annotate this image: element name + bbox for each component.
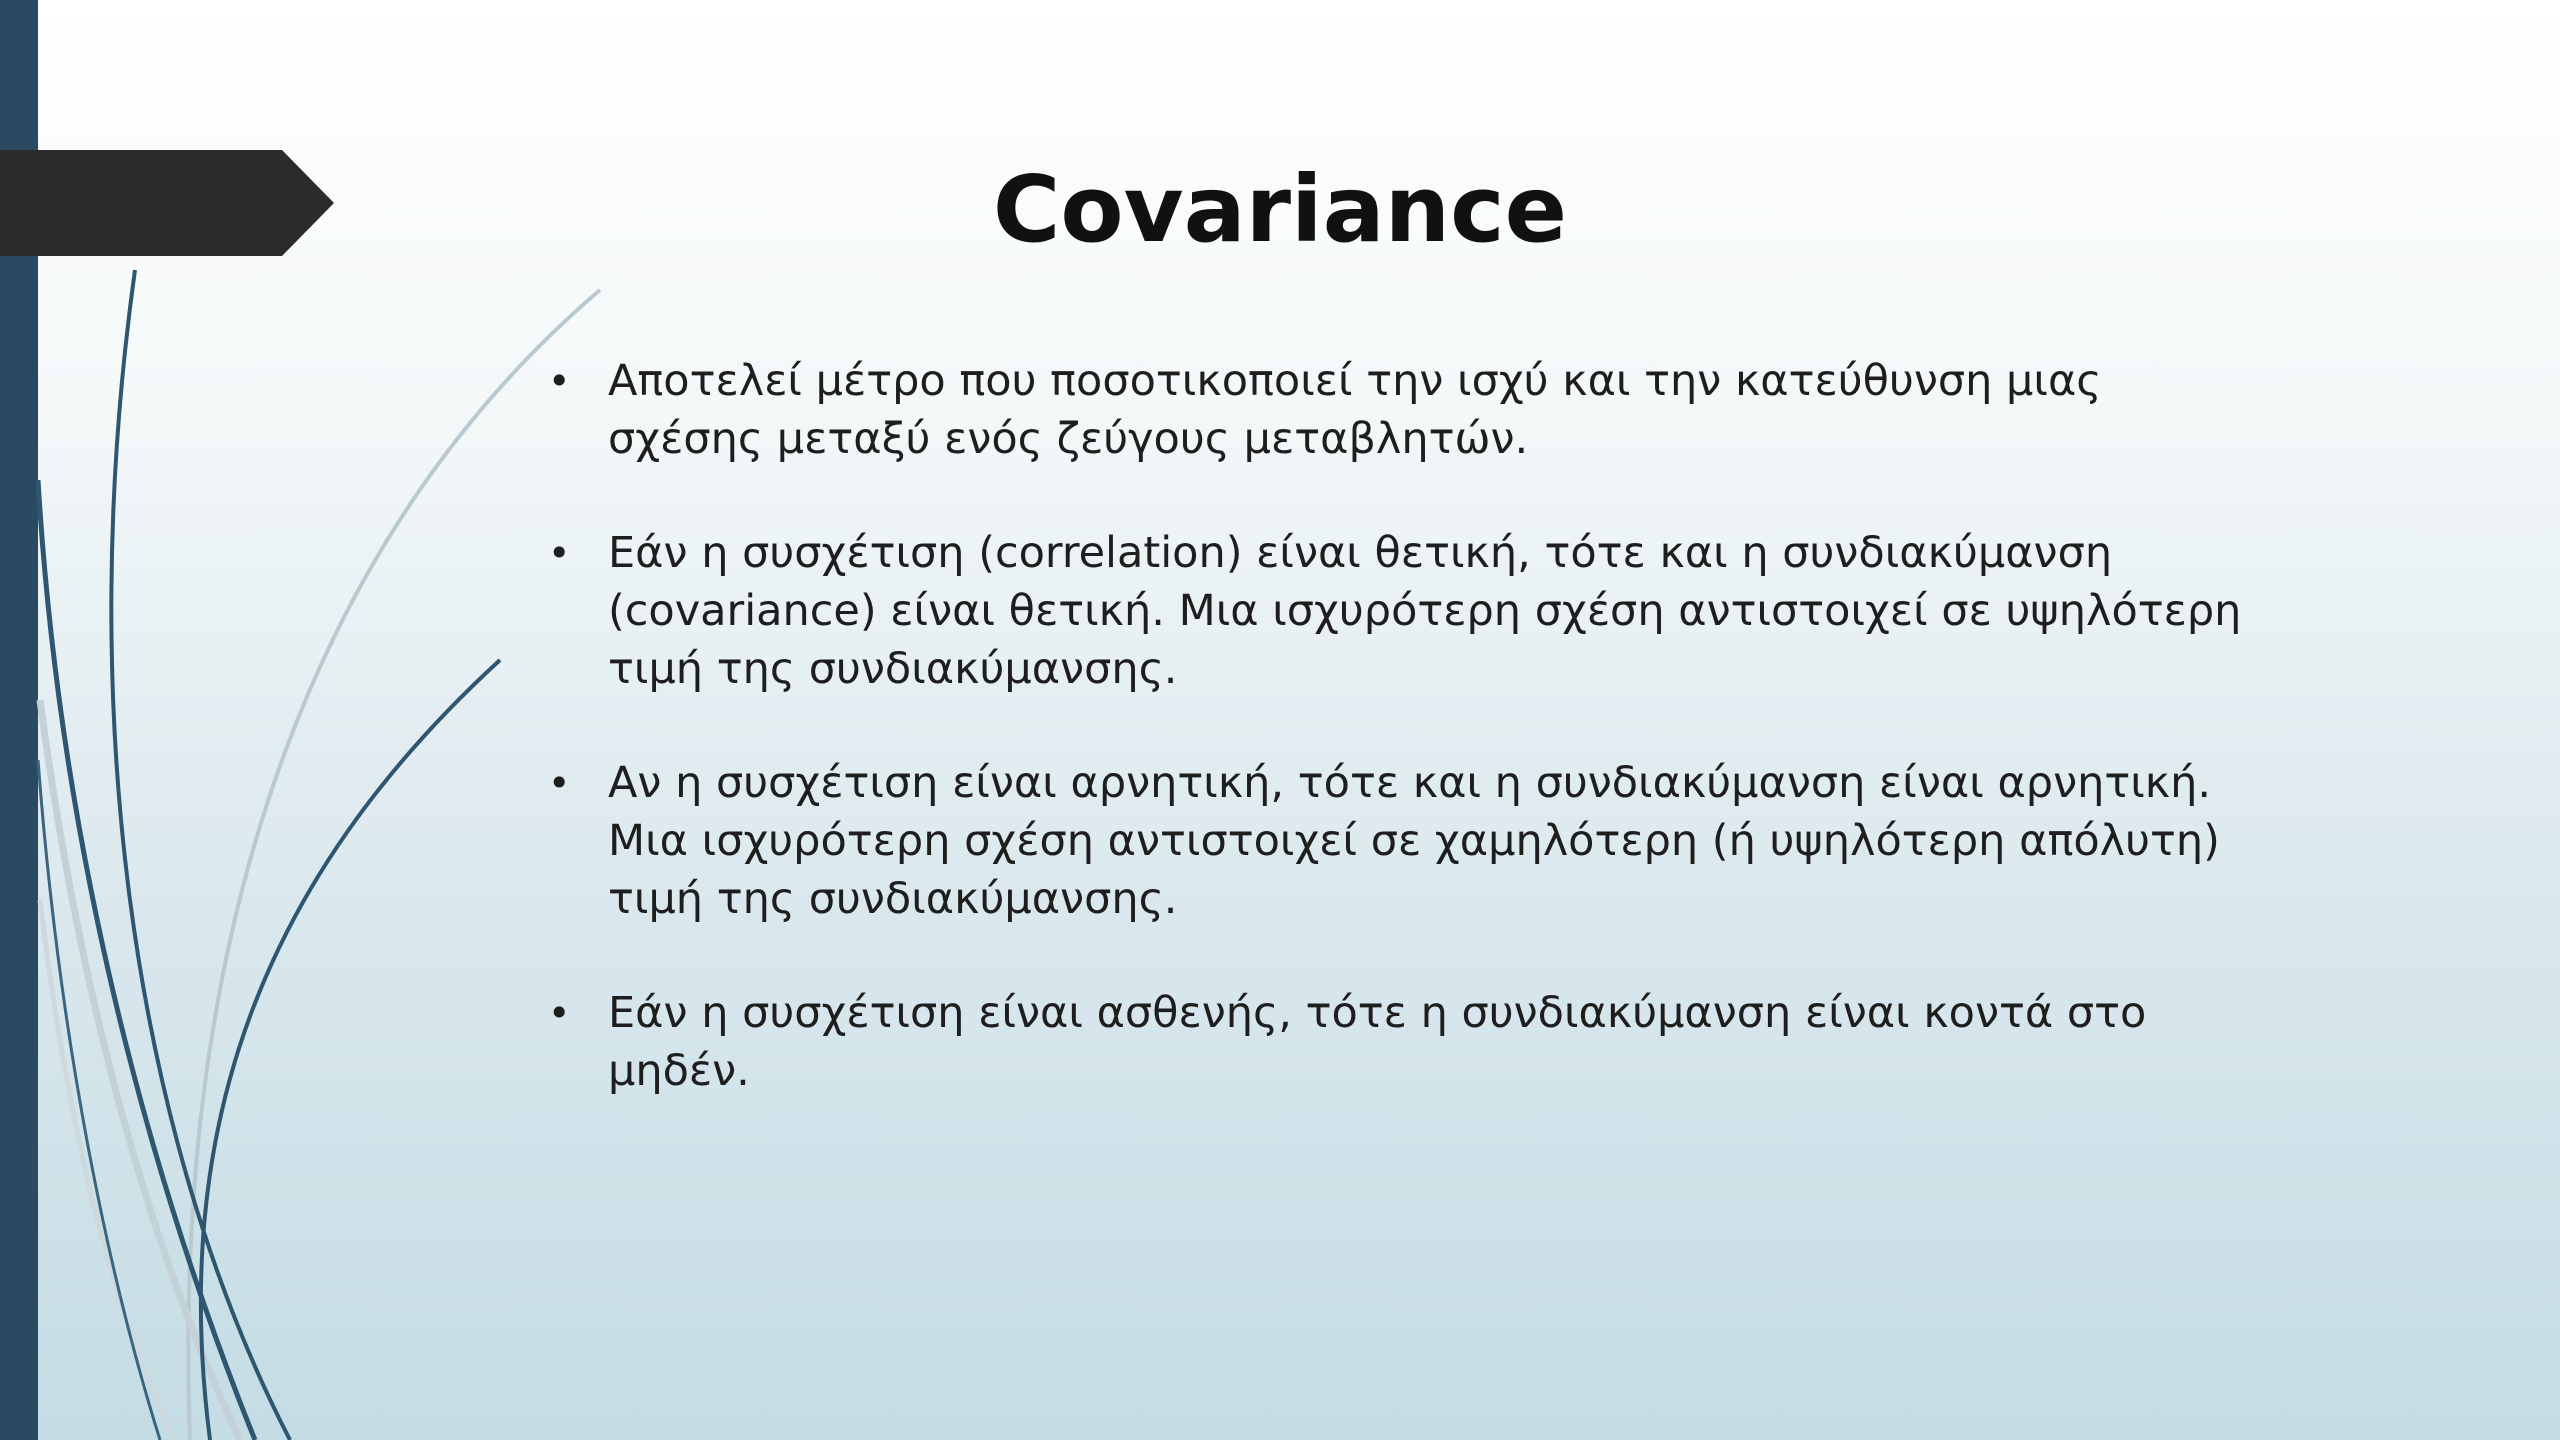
curve-light-1 (188, 290, 600, 1440)
curve-dark-3 (201, 660, 500, 1440)
title-arrow-shape (0, 150, 340, 256)
bullet-item (548, 352, 2248, 468)
bullet-marker: • (548, 359, 571, 403)
slide-title: Covariance (992, 156, 1568, 263)
bullet-item (548, 754, 2248, 928)
bullet-item (548, 524, 2248, 698)
bullet-text: Αν η συσχέτιση είναι αρνητική, τότε και η συνδιακύμανση είναι αρνητική. Μια ισχυρότερη σχέση αντιστοιχεί σε χαμηλότερη (ή υψηλότερη απόλυτη) τιμή της συνδιακύμανσης. (608, 758, 2220, 924)
curve-dark-2 (38, 480, 255, 1440)
bullet-item (548, 984, 2248, 1100)
bullet-text: Εάν η συσχέτιση (correlation) είναι θετική, τότε και η συνδιακύμανση (covariance) είναι θετική. Μια ισχυρότερη σχέση αντιστοιχεί σε υψηλότερη τιμή της συνδιακύμανσης. (608, 528, 2242, 694)
bullet-marker: • (548, 761, 571, 805)
curve-light-2 (40, 700, 240, 1440)
bullet-list (548, 352, 2248, 1156)
bullet-marker: • (548, 991, 571, 1035)
bullet-text: Εάν η συσχέτιση είναι ασθενής, τότε η συνδιακύμανση είναι κοντά στο μηδέν. (608, 988, 2147, 1096)
bullet-marker: • (548, 531, 571, 575)
bullet-text: Αποτελεί μέτρο που ποσοτικοποιεί την ισχύ και την κατεύθυνση μιας σχέσης μεταξύ ενός ζεύγους μεταβλητών. (608, 356, 2102, 464)
